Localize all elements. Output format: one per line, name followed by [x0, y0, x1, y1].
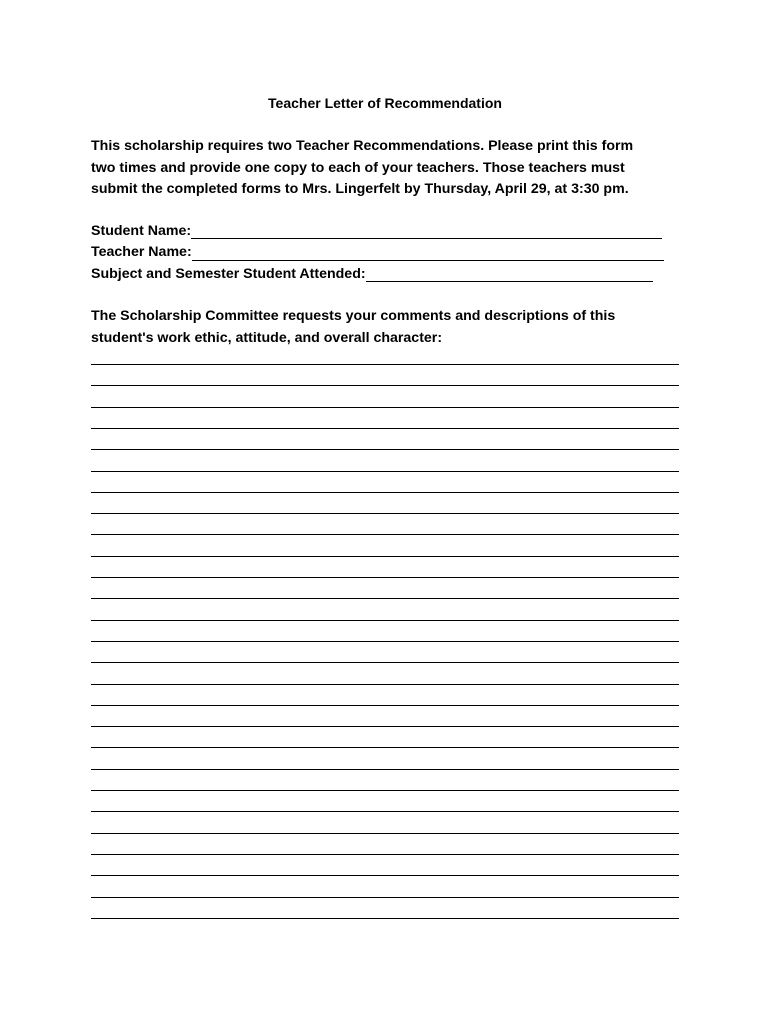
instructions-line: This scholarship requires two Teacher Recommendations. Please print this form — [91, 138, 634, 154]
teacher-name-row — [91, 242, 691, 263]
comment-write-line[interactable] — [91, 407, 679, 408]
comment-write-line[interactable] — [91, 854, 679, 855]
comments-prompt-line: The Scholarship Committee requests your comments and descriptions of this — [91, 308, 616, 324]
comment-write-line[interactable] — [91, 577, 679, 578]
comment-write-line[interactable] — [91, 769, 679, 770]
instructions-line: submit the completed forms to Mrs. Lingerfelt by Thursday, April 29, at 3:30 pm. — [91, 181, 629, 197]
comment-write-line[interactable] — [91, 833, 679, 834]
subject-semester-row — [91, 264, 691, 285]
comments-prompt-line: student's work ethic, attitude, and overall character: — [91, 329, 443, 346]
subject-semester-label: Subject and Semester Student Attended: — [91, 265, 366, 282]
comment-write-line[interactable] — [91, 705, 679, 706]
comments-prompt — [91, 306, 691, 349]
comment-write-line[interactable] — [91, 449, 679, 450]
student-name-label: Student Name: — [91, 223, 192, 239]
comment-write-line[interactable] — [91, 513, 679, 514]
comment-write-line[interactable] — [91, 534, 679, 535]
comment-write-line[interactable] — [91, 492, 679, 493]
form-fields — [91, 221, 691, 285]
comment-write-line[interactable] — [91, 875, 679, 876]
comment-write-line[interactable] — [91, 811, 679, 812]
comment-write-line[interactable] — [91, 918, 679, 919]
comment-write-line[interactable] — [91, 598, 679, 599]
teacher-name-field[interactable] — [192, 245, 664, 261]
comment-write-line[interactable] — [91, 684, 679, 685]
comment-write-line[interactable] — [91, 385, 679, 386]
comment-write-line[interactable] — [91, 364, 679, 365]
subject-semester-field[interactable] — [366, 266, 653, 282]
instructions-line: two times and provide one copy to each of your teachers. Those teachers must — [91, 159, 625, 176]
comment-write-line[interactable] — [91, 641, 679, 642]
instructions-paragraph — [91, 136, 691, 201]
comment-write-line[interactable] — [91, 428, 679, 429]
comment-write-line[interactable] — [91, 556, 679, 557]
comment-write-line[interactable] — [91, 471, 679, 472]
comment-write-line[interactable] — [91, 620, 679, 621]
student-name-row — [91, 221, 691, 242]
comment-write-line[interactable] — [91, 726, 679, 727]
comment-write-line[interactable] — [91, 662, 679, 663]
teacher-name-label: Teacher Name: — [91, 244, 192, 261]
form-title: Teacher Letter of Recommendation — [268, 95, 502, 111]
student-name-field[interactable] — [191, 223, 662, 239]
comment-write-line[interactable] — [91, 790, 679, 791]
comment-write-line[interactable] — [91, 747, 679, 748]
comment-write-line[interactable] — [91, 897, 679, 898]
